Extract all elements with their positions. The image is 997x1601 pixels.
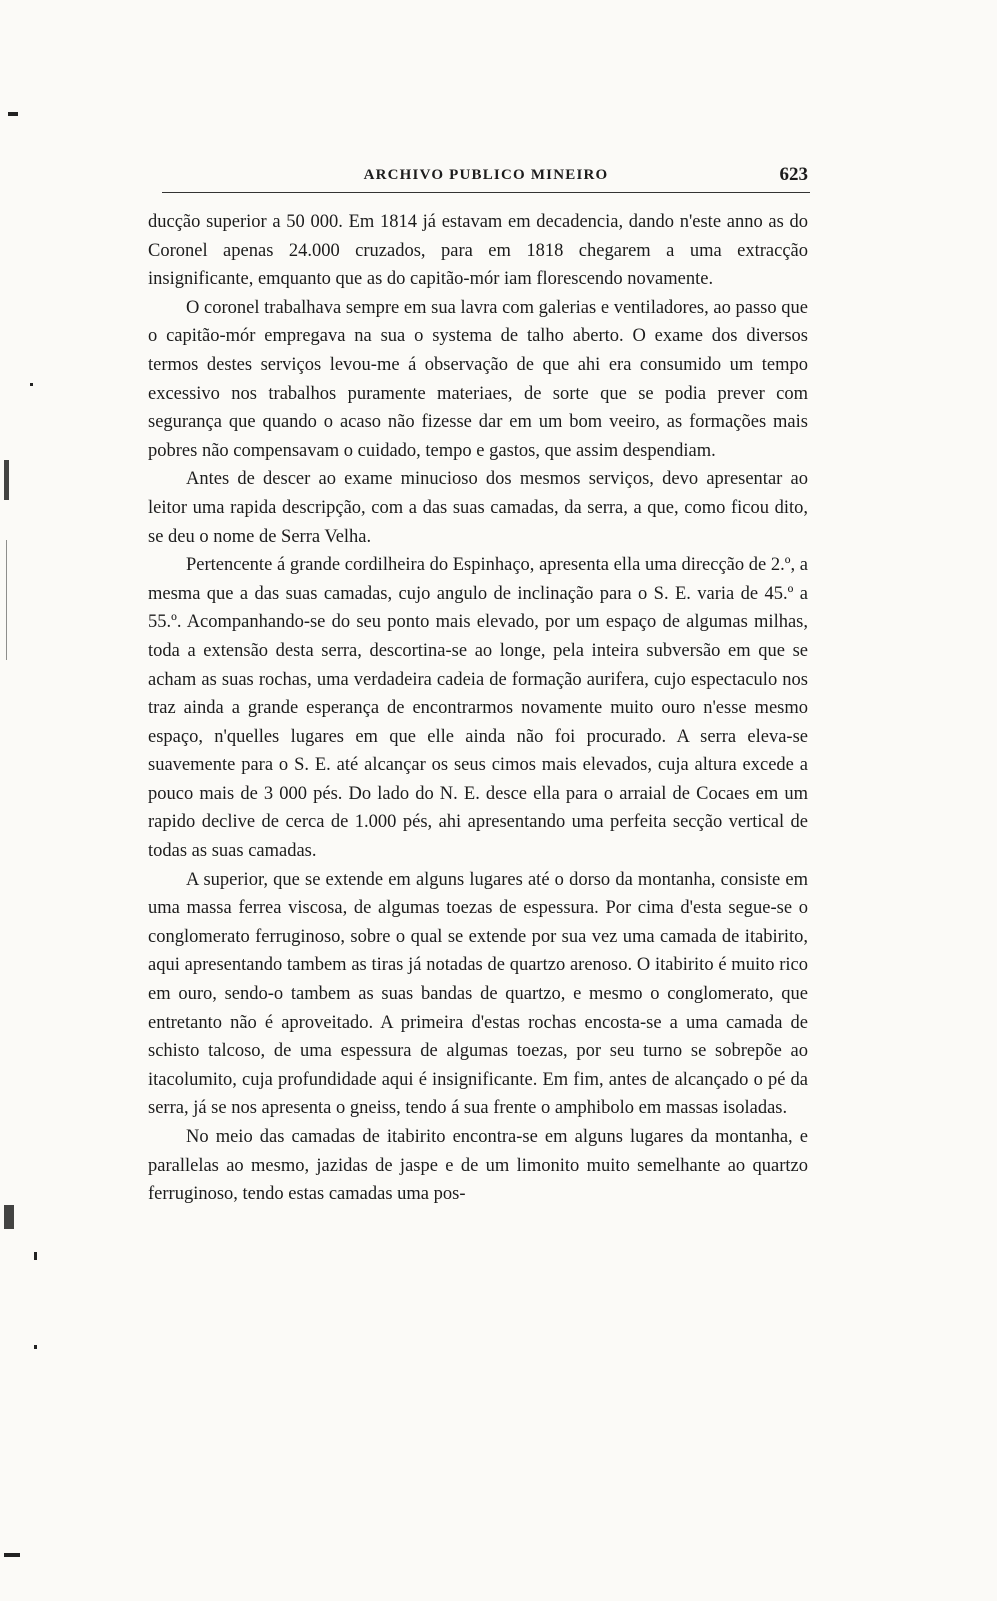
header-rule	[162, 192, 810, 193]
scan-mark	[6, 540, 7, 660]
body-text	[148, 208, 808, 1209]
scan-mark	[4, 1205, 14, 1229]
scan-mark	[34, 1252, 37, 1260]
paragraph-5: A superior, que se extende em alguns lugares até o dorso da montanha, consiste em uma massa ferrea viscosa, de algumas toezas de espessura. Por cima d'esta segue-se o conglomerato ferruginoso, sobre o qual se extende por sua vez uma camada de itabirito, aqui apresentando tambem as tiras já notadas de quartzo arenoso. O itabirito é muito rico em ouro, sendo-o tambem as suas bandas de quartzo, e mesmo o conglomerato, que entretanto não é aproveitado. A primeira d'estas rochas encosta-se a uma camada de schisto talcoso, de uma espessura de algumas toezas, por seu turno se sobrepõe ao itacolumito, cuja profundidade aqui é insignificante. Em fim, antes de alcançado o pé da serra, já se nos apresenta o gneiss, tendo á sua frente o amphibolo em massas isoladas.	[148, 869, 808, 1119]
paragraph-4: Pertencente á grande cordilheira do Espinhaço, apresenta ella uma direcção de 2.º, a mesma que a das suas camadas, cujo angulo de inclinação para o S. E. varia de 45.º a 55.º. Acompanhando-se do seu ponto mais elevado, por um espaço de algumas milhas, toda a extensão desta serra, descortina-se ao longe, pela inteira subversão em que se acham as suas rochas, uma verdadeira cadeia de formação aurifera, cujo espectaculo nos traz ainda a grande esperança de encontrarmos novamente muito ouro n'esse mesmo espaço, n'quelles lugares em que elle ainda não foi procurado. A serra eleva-se suavemente para o S. E. até alcançar os seus cimos mais elevados, cuja altura excede a pouco mais de 3 000 pés. Do lado do N. E. desce ella para o arraial de Cocaes em um rapido declive de cerca de 1.000 pés, ahi apresentando uma perfeita secção vertical de todas as suas camadas.	[148, 555, 808, 862]
paragraph-1: ducção superior a 50 000. Em 1814 já estavam em decadencia, dando n'este anno as do Coronel apenas 24.000 cruzados, para em 1818 chegarem a uma extracção insignificante, emquanto que as do capitão-mór iam florescendo novamente.	[148, 212, 808, 290]
paragraph-6: No meio das camadas de itabirito encontra-se em alguns lugares da montanha, e parallelas ao mesmo, jazidas de jaspe e de um limonito muito semelhante ao quartzo ferruginoso, tendo estas camadas uma pos-	[148, 1127, 808, 1205]
scan-mark	[30, 383, 33, 386]
running-title: ARCHIVO PUBLICO MINEIRO	[363, 167, 609, 183]
paragraph-2: O coronel trabalhava sempre em sua lavra com galerias e ventiladores, ao passo que o capitão-mór empregava na sua o systema de talho aberto. O exame dos diversos termos destes serviços levou-me á observação de que ahi era consumido um tempo excessivo nos trabalhos puramente materiaes, de sorte que se podia prever com segurança que quando o acaso não fizesse dar em um bom veeiro, as formações mais pobres não compensavam o cuidado, tempo e gastos, que assim despendiam.	[148, 297, 808, 461]
scan-mark	[4, 460, 9, 500]
page-header	[162, 164, 810, 194]
scan-mark	[8, 112, 18, 116]
scan-mark	[4, 1553, 20, 1557]
page-number: 623	[779, 164, 808, 185]
paragraph-3: Antes de descer ao exame minucioso dos mesmos serviços, devo apresentar ao leitor uma rapida descripção, com a das suas camadas, da serra, a que, como ficou dito, se deu o nome de Serra Velha.	[148, 469, 808, 547]
scan-mark	[34, 1345, 37, 1349]
